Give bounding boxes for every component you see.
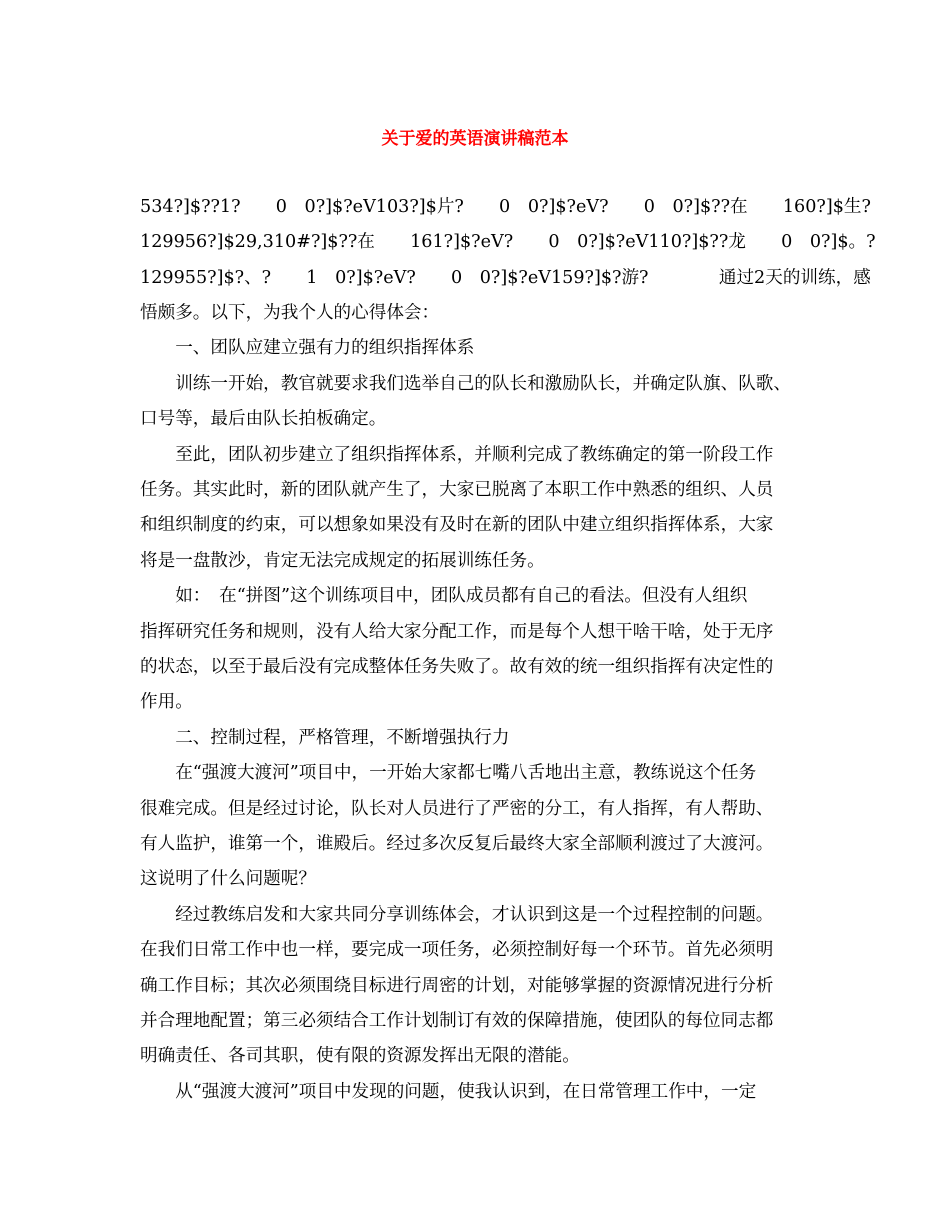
body-line-6: 训练一开始，教官就要求我们选举自己的队长和激励队长，并确定队旗、队歌、	[140, 374, 791, 394]
body-line-2: 129956?]$29,310#?]$??在 161?]$?eV? 0 0?]$?eV110?]$??龙 0 0?]$。?	[140, 232, 876, 252]
body-line-3: 129955?]$?、? 1 0?]$?eV? 0 0?]$?eV159?]$?游? 通过2天的训练，感	[140, 268, 871, 288]
document-title: 关于爱的英语演讲稿范本	[381, 129, 569, 149]
body-line-26: 从“强渡大渡河”项目中发现的问题，使我认识到，在日常管理工作中，一定	[140, 1082, 757, 1102]
body-line-23: 确工作目标；其次必须围绕目标进行周密的计划，对能够掌握的资源情况进行分析	[140, 976, 774, 996]
body-line-24: 并合理地配置；第三必须结合工作计划制订有效的保障措施，使团队的每位同志都	[140, 1011, 774, 1031]
body-line-7: 口号等，最后由队长拍板确定。	[140, 409, 387, 429]
section-heading-1: 一、团队应建立强有力的组织指挥体系	[140, 338, 475, 358]
body-line-21: 经过教练启发和大家共同分享训练体会，才认识到这是一个过程控制的问题。	[140, 905, 774, 925]
body-line-17: 在“强渡大渡河”项目中，一开始大家都七嘴八舌地出主意，教练说这个任务	[140, 763, 757, 783]
body-line-25: 明确责任、各司其职，使有限的资源发挥出无限的潜能。	[140, 1046, 580, 1066]
body-line-19: 有人监护，谁第一个，谁殿后。经过多次反复后最终大家全部顺利渡过了大渡河。	[140, 834, 774, 854]
body-line-8: 至此，团队初步建立了组织指挥体系，并顺利完成了教练确定的第一阶段工作	[140, 445, 774, 465]
body-line-11: 将是一盘散沙，肯定无法完成规定的拓展训练任务。	[140, 551, 545, 571]
body-line-15: 作用。	[140, 692, 193, 712]
section-heading-2: 二、控制过程，严格管理，不断增强执行力	[140, 728, 510, 748]
body-line-12: 如： 在“拼图”这个训练项目中，团队成员都有自己的看法。但没有人组织	[140, 586, 748, 606]
body-line-22: 在我们日常工作中也一样，要完成一项任务，必须控制好每一个环节。首先必须明	[140, 940, 774, 960]
body-line-18: 很难完成。但是经过讨论，队长对人员进行了严密的分工，有人指挥，有人帮助、	[140, 799, 774, 819]
body-line-1: 534?]$??1? 0 0?]$?eV103?]$片? 0 0?]$?eV? 0 0?]$??在 160?]$生?	[140, 197, 871, 217]
body-line-10: 和组织制度的约束，可以想象如果没有及时在新的团队中建立组织指挥体系，大家	[140, 515, 774, 535]
body-line-4: 悟颇多。以下，为我个人的心得体会：	[140, 303, 440, 323]
body-line-20: 这说明了什么问题呢？	[140, 869, 316, 889]
body-line-9: 任务。其实此时，新的团队就产生了，大家已脱离了本职工作中熟悉的组织、人员	[140, 480, 774, 500]
body-line-13: 指挥研究任务和规则，没有人给大家分配工作，而是每个人想干啥干啥，处于无序	[140, 622, 774, 642]
body-line-14: 的状态，以至于最后没有完成整体任务失败了。故有效的统一组织指挥有决定性的	[140, 657, 774, 677]
